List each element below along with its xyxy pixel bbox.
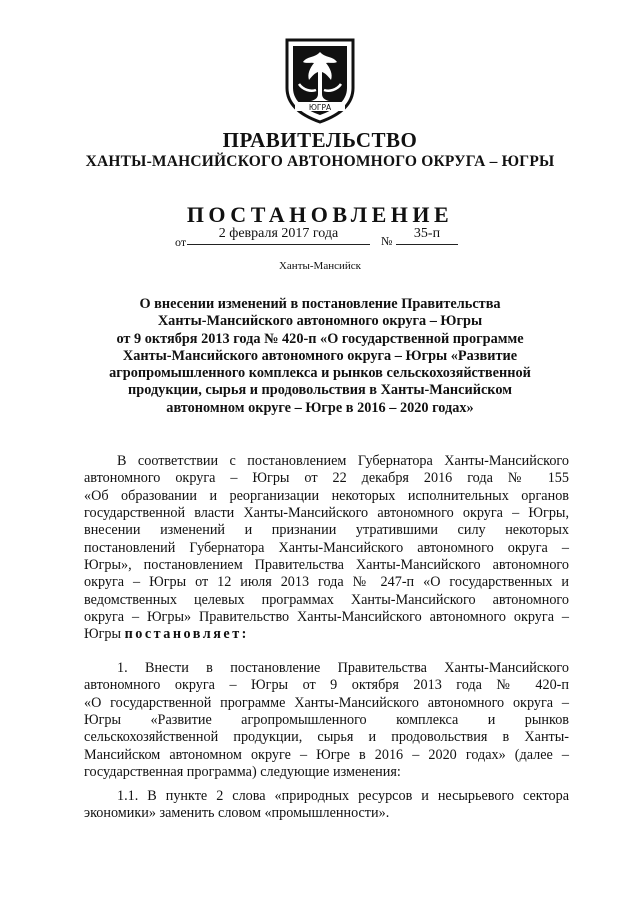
title-line: от 9 октября 2013 года № 420-п «О государственной программе — [116, 330, 524, 347]
document-type: ПОСТАНОВЛЕНИЕ — [186, 202, 454, 227]
text-line: ведомственных целевых программах Ханты-Мансийского автономного — [84, 591, 569, 608]
title-line: агропромышленного комплекса и рынков сельскохозяйственной — [109, 365, 531, 382]
text-line: Мансийском автономном округе – Югре в 2016 – 2020 годах» (далее – — [84, 746, 569, 763]
title-line: Ханты-Мансийского автономного округа – Югры — [157, 313, 483, 330]
svg-text:ЮГРА: ЮГРА — [308, 103, 332, 112]
resolves-word: постановляет: — [124, 626, 249, 643]
text-line: округа – Югры» Правительство Ханты-Мансийского автономного округа – — [84, 609, 569, 626]
text-line: автономного округа – Югры от 9 октября 2013 года № 420-п — [84, 677, 569, 694]
title-line: О внесении изменений в постановление Правительства — [139, 296, 501, 312]
item-1-1-paragraph — [84, 788, 569, 823]
government-title: ПРАВИТЕЛЬСТВО — [222, 128, 418, 152]
title-line: Ханты-Мансийского автономного округа – Югры «Развитие — [122, 347, 518, 364]
item-1-paragraph — [84, 660, 569, 781]
city-name: Ханты-Мансийск — [278, 260, 361, 272]
text-line: В соответствии с постановлением Губернатора Ханты-Мансийского — [117, 453, 569, 469]
text-line — [84, 626, 569, 643]
text-line: Югры», постановлением Правительства Ханты-Мансийского автономного — [84, 557, 569, 574]
title-line: автономном округе – Югре в 2016 – 2020 годах» — [166, 399, 474, 416]
text-line: округа – Югры от 12 июля 2013 года № 247-п «О государственных и — [84, 574, 569, 591]
document-title — [70, 296, 570, 417]
text-line: 1. Внести в постановление Правительства Ханты-Мансийского — [117, 660, 569, 676]
text-line: Югры «Развитие агропромышленного комплекса и рынков — [84, 712, 569, 729]
text-line: экономики» заменить словом «промышленности». — [84, 805, 390, 822]
text-line: государственной власти Ханты-Мансийского автономного округа – Югры, — [84, 505, 569, 522]
document-number: 35-п — [396, 226, 458, 245]
title-line: продукции, сырья и продовольствия в Ханты-Мансийском — [128, 382, 512, 399]
coat-of-arms-icon — [281, 36, 359, 124]
date-number-line — [0, 226, 640, 256]
text-line-part: Югры — [84, 626, 122, 643]
preamble-paragraph — [84, 453, 569, 644]
text-line: сельскохозяйственной продукции, сырья и продовольствия в Ханты- — [84, 729, 569, 746]
text-line: постановлений Губернатора Ханты-Мансийского автономного округа – — [84, 539, 569, 556]
text-line: 1.1. В пункте 2 слова «природных ресурсов и несырьевого сектора — [117, 788, 569, 804]
text-line: внесении изменений и признании утратившими силу некоторых — [84, 522, 569, 539]
number-prefix: № — [381, 234, 393, 248]
document-date: 2 февраля 2017 года — [187, 226, 370, 245]
text-line: государственная программа) следующие изменения: — [84, 764, 401, 781]
text-line: автономного округа – Югры от 22 декабря 2016 года № 155 — [84, 470, 569, 487]
date-prefix: от — [175, 235, 187, 249]
text-line: «Об образовании и реорганизации некоторых исполнительных органов — [84, 487, 569, 504]
government-region: ХАНТЫ-МАНСИЙСКОГО АВТОНОМНОГО ОКРУГА – ЮГРЫ — [85, 153, 555, 170]
text-line: «О государственной программе Ханты-Мансийского автономного округа – — [84, 694, 569, 711]
